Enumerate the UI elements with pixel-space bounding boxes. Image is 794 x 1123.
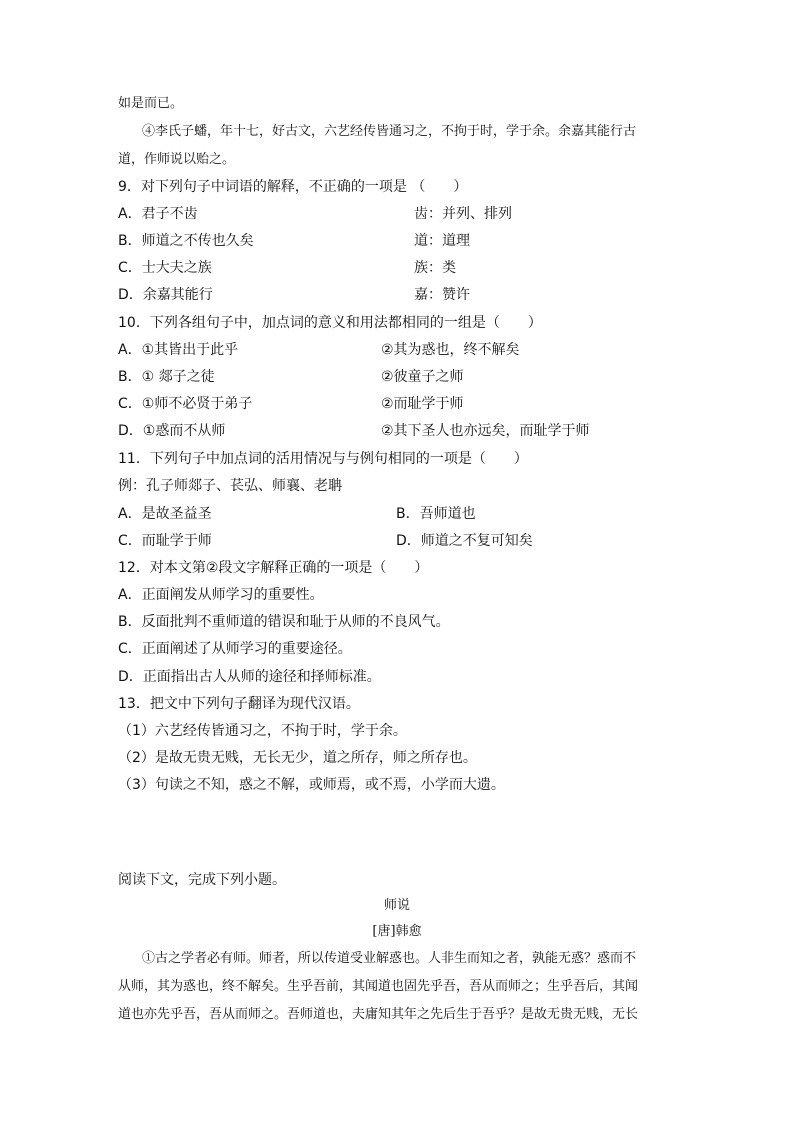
section-intro: 阅读下文，完成下列小题。 [118,872,286,888]
q9-option-a: A．君子不齿 [118,206,198,222]
q13-item-3: （3）句读之不知，惑之不解，或师焉，或不焉，小学而大遗。 [118,777,505,793]
q10-option-b-2: ②彼童子之师 [381,369,464,385]
passage-line-2: ④李氏子蟠，年十七，好古文，六艺经传皆通习之，不拘于时，学于余。余嘉其能行古 [142,124,637,139]
q11-option-a: A．是故圣益圣 [118,506,212,522]
q12-option-a: A．正面阐发从师学习的重要性。 [118,587,324,603]
q11-example: 例：孔子师郯子、苌弘、师襄、老聃 [118,478,342,494]
q9-option-b-explanation: 道：道理 [414,233,470,249]
q12-option-d: D．正面指出古人从师的途径和择师标准。 [118,669,381,685]
q9-option-b: B．师道之不传也久矣 [118,233,254,249]
question-10-stem: 10．下列各组句子中，加点词的意义和用法都相同的一组是（ ） [118,315,542,331]
passage-line-1: 如是而已。 [118,96,184,111]
passage2-line-3: 道也亦先乎吾，吾从而师之。吾师道也，夫庸知其年之先后生于吾乎？是故无贵无贱，无长 [118,1007,639,1022]
q9-option-c-explanation: 族：类 [414,260,456,276]
q10-option-d-1: D．①惑而不从师 [118,423,226,439]
q11-option-c: C．而耻学于师 [118,533,212,549]
q10-option-a-2: ②其为惑也，终不解矣 [381,342,520,358]
passage-title: 师说 [383,898,410,913]
q9-option-c: C．士大夫之族 [118,260,212,276]
q11-option-d: D．师道之不复可知矣 [396,533,533,549]
q11-option-b: B．吾师道也 [396,506,476,522]
question-9-stem: 9．对下列句子中词语的解释，不正确的一项是 （ ） [118,179,468,195]
question-11-stem: 11．下列句子中加点词的活用情况与与例句相同的一项是（ ） [118,451,528,467]
q9-option-a-explanation: 齿：并列、排列 [414,206,512,222]
passage2-line-1: ①古之学者必有师。师者，所以传道受业解惑也。人非生而知之者，孰能无惑？惑而不 [142,951,637,966]
passage-author: [唐]韩愈 [372,924,422,939]
q9-option-d: D．余嘉其能行 [118,287,213,303]
question-13-stem: 13．把文中下列句子翻译为现代汉语。 [118,696,360,712]
q13-item-1: （1）六艺经传皆通习之，不拘于时，学于余。 [118,723,407,739]
q10-option-c-2: ②而耻学于师 [381,396,464,412]
passage2-line-2: 从师，其为惑也，终不解矣。生乎吾前，其闻道也固先乎吾，吾从而师之；生乎吾后，其闻 [118,979,639,994]
q10-option-d-2: ②其下圣人也亦远矣，而耻学于师 [381,423,590,439]
q12-option-c: C．正面阐述了从师学习的重要途径。 [118,641,352,657]
q13-item-2: （2）是故无贵无贱，无长无少，道之所存，师之所存也。 [118,750,477,766]
question-12-stem: 12．对本文第②段文字解释正确的一项是（ ） [118,560,429,576]
q9-option-d-explanation: 嘉：赞许 [414,287,470,303]
q10-option-b-1: B．① 郯子之徒 [118,369,215,385]
passage-line-3: 道，作师说以贻之。 [118,152,236,167]
q10-option-c-1: C．①师不必贤于弟子 [118,396,253,412]
q12-option-b: B．反面批判不重师道的错误和耻于从师的不良风气。 [118,614,450,630]
q10-option-a-1: A．①其皆出于此乎 [118,342,239,358]
